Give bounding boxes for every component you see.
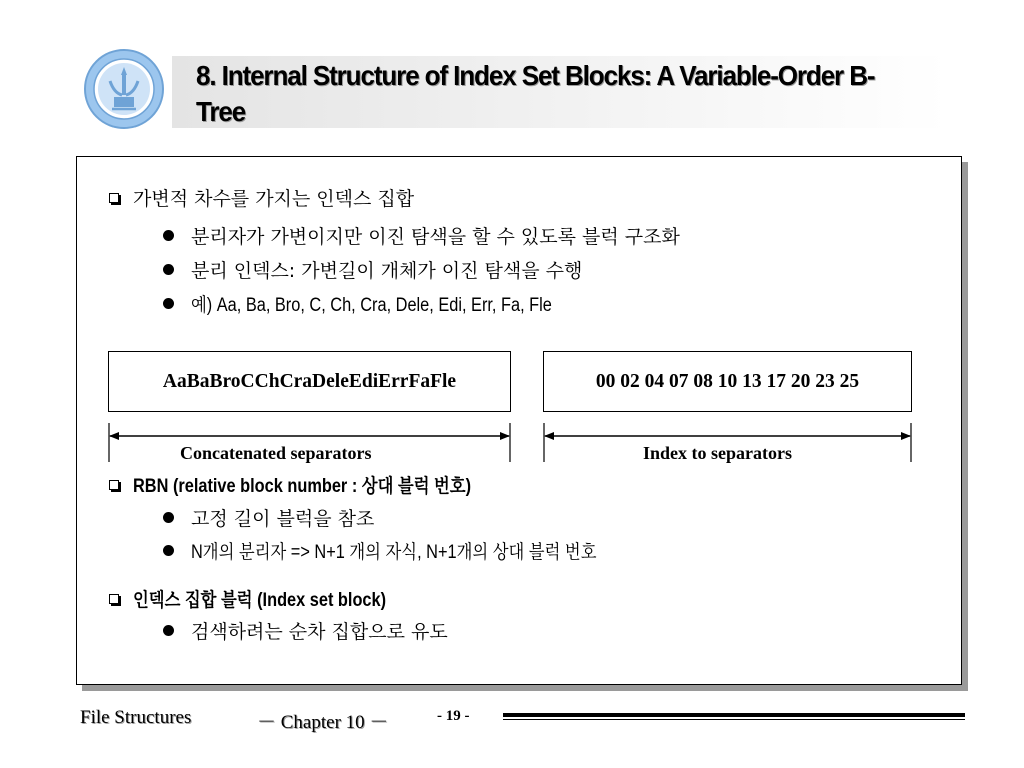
- index-to-separators-box: 00 02 04 07 08 10 13 17 20 23 25: [543, 351, 912, 412]
- square-bullet-icon: [109, 193, 119, 203]
- bullet-item: [163, 256, 582, 283]
- bullet-text: 검색하려는 순차 집합으로 유도: [191, 621, 448, 643]
- bullet-item: [163, 537, 663, 564]
- section-heading-text: RBN (relative block number : 상대 블럭 번호): [133, 476, 472, 497]
- bullet-text: 고정 길이 블럭을 참조: [191, 508, 375, 530]
- square-bullet-icon: [109, 480, 119, 490]
- footer-rule-thick: [503, 713, 965, 717]
- bullet-item: [163, 222, 680, 249]
- section-heading-variable-order: [109, 184, 414, 211]
- bullet-text: N개의 분리자 => N+1 개의 자식, N+1개의 상대 블럭 번호: [191, 542, 597, 563]
- footer-chapter: － Chapter 10 －: [257, 712, 389, 733]
- section-heading-text: 가변적 차수를 가지는 인덱스 집합: [133, 188, 415, 210]
- round-bullet-icon: [163, 545, 174, 556]
- round-bullet-icon: [163, 298, 174, 309]
- index-label: Index to separators: [640, 443, 795, 464]
- footer-rule-thin: [503, 719, 965, 720]
- square-bullet-icon: [109, 594, 119, 604]
- round-bullet-icon: [163, 230, 174, 241]
- round-bullet-icon: [163, 512, 174, 523]
- round-bullet-icon: [163, 625, 174, 636]
- section-heading-text: 인덱스 집합 블럭 (Index set block): [133, 590, 387, 611]
- round-bullet-icon: [163, 264, 174, 275]
- bullet-text: 분리 인덱스: 가변길이 개체가 이진 탐색을 수행: [191, 260, 583, 282]
- section-heading-index-set-block: [109, 585, 427, 612]
- bullet-item: [163, 290, 611, 317]
- section-heading-rbn: [109, 471, 526, 498]
- concatenated-separators-box: AaBaBroCChCraDeleEdiErrFaFle: [108, 351, 511, 412]
- separators-label: Concatenated separators: [177, 443, 374, 464]
- university-logo-icon: [83, 48, 165, 130]
- bullet-text: 예) Aa, Ba, Bro, C, Ch, Cra, Dele, Edi, Err, Fa, Fle: [191, 295, 552, 316]
- bullet-item: [163, 617, 448, 644]
- slide-title: 8. Internal Structure of Index Set Blocks: A Variable-Order B-Tree: [196, 60, 875, 127]
- footer-course: File Structures: [80, 707, 192, 728]
- bullet-item: [163, 504, 374, 531]
- bullet-text: 분리자가 가변이지만 이진 탐색을 할 수 있도록 블럭 구조화: [191, 226, 680, 248]
- page-number: - 19 -: [437, 708, 470, 724]
